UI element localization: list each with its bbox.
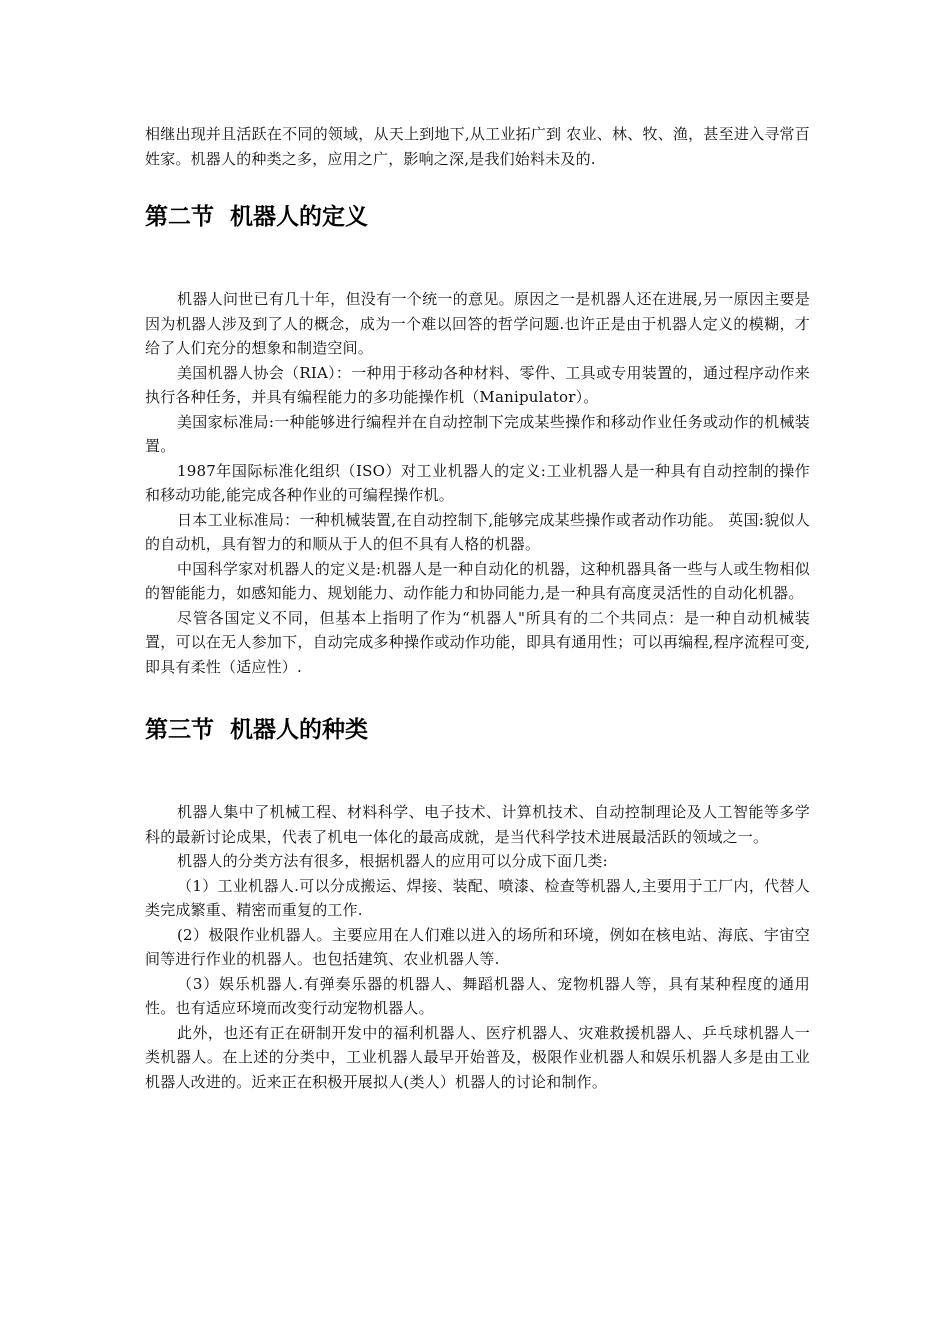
section-3-paragraph-classification: 机器人的分类方法有很多，根据机器人的应用可以分成下面几类: xyxy=(177,852,608,870)
section-3-item-extreme: (2）极限作业机器人。主要应用在人们难以进入的场所和环境，例如在核电站、海底、宇宙空间等进行作业的机器人。也包括建筑、农业机器人等. xyxy=(145,925,810,968)
section-2-paragraph-summary: 尽管各国定义不同，但基本上指明了作为“机器人"所具有的二个共同点：是一种自动机械装置，可以在无人参加下，自动完成多种操作或动作功能，即具有通用性；可以再编程,程序流程可变,即具有柔性（适应性）. xyxy=(145,608,810,676)
section-2-paragraph-iso: 1987年国际标准化组织（ISO）对工业机器人的定义:工业机器人是一种具有自动控制的操作和移动功能,能完成各种作业的可编程操作机。 xyxy=(145,461,810,504)
intro-paragraph: 相继出现并且活跃在不同的领域，从天上到地下,从工业拓广到 农业、林、牧、渔，甚至进入寻常百姓家。机器人的种类之多，应用之广，影响之深,是我们始料未及的. xyxy=(145,125,810,168)
section-2-paragraph-1: 机器人问世已有几十年，但没有一个统一的意见。原因之一是机器人还在进展,另一原因主要是因为机器人涉及到了人的概念，成为一个难以回答的哲学问题.也许正是由于机器人定义的模糊，才给了人们充分的想象和制造空间。 xyxy=(145,290,810,357)
section-3-title: 第三节 机器人的种类 xyxy=(145,717,369,743)
section-3-body xyxy=(145,800,810,1094)
section-2-paragraph-china: 中国科学家对机器人的定义是:机器人是一种自动化的机器，这种机器具备一些与人或生物相似的智能能力，如感知能力、规划能力、动作能力和协同能力,是一种具有高度灵活性的自动化机器。 xyxy=(145,559,810,602)
section-3-paragraph-1: 机器人集中了机械工程、材料科学、电子技术、计算机技术、自动控制理论及人工智能等多学科的最新讨论成果，代表了机电一体化的最高成就，是当代科学技术进展最活跃的领域之一。 xyxy=(145,803,810,846)
section-3-paragraph-other: 此外，也还有正在研制开发中的福利机器人、医疗机器人、灾难救援机器人、乒乓球机器人一类机器人。在上述的分类中，工业机器人最早开始普及，极限作业机器人和娱乐机器人多是由工业机器人改进的。近来正在积极开展拟人(类人）机器人的讨论和制作。 xyxy=(145,1023,810,1091)
intro-block xyxy=(145,122,810,171)
document-page xyxy=(145,122,810,1094)
section-3-item-entertainment: （3）娱乐机器人.有弹奏乐器的机器人、舞蹈机器人、宠物机器人等，具有某种程度的通用性。也有适应环境而改变行动宠物机器人。 xyxy=(145,974,810,1017)
section-3-item-industrial: （1）工业机器人.可以分成搬运、焊接、装配、喷漆、检查等机器人,主要用于工厂内，代替人类完成繁重、精密而重复的工作. xyxy=(145,876,810,919)
section-2-body xyxy=(145,287,810,679)
section-2-title: 第二节 机器人的定义 xyxy=(145,204,369,230)
section-2-paragraph-nbs: 美国家标准局:一种能够进行编程并在自动控制下完成某些操作和移动作业任务或动作的机械装置。 xyxy=(145,412,810,455)
section-2-paragraph-jis: 日本工业标准局：一种机械装置,在自动控制下,能够完成某些操作或者动作功能。 英国:貌似人的自动机，具有智力的和顺从于人的但不具有人格的机器。 xyxy=(145,510,810,553)
section-2-paragraph-ria: 美国机器人协会（RIA）：一种用于移动各种材料、零件、工具或专用装置的，通过程序动作来执行各种任务，并具有编程能力的多功能操作机（Manipulator）。 xyxy=(145,363,810,406)
